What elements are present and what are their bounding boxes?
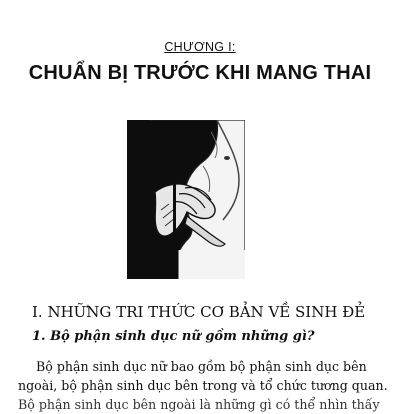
body-line-3: Bộ phận sinh dục bên ngoài là những gì có thể nhìn thấy — [18, 397, 380, 412]
subsection-heading: 1. Bộ phận sinh dục nữ gồm những gì? — [32, 329, 315, 344]
illustration-drawing — [127, 120, 245, 279]
chapter-label: CHƯƠNG I: — [164, 40, 236, 54]
body-line-1: Bộ phận sinh dục nữ bao gồm bộ phận sinh dục bên — [36, 359, 367, 374]
pregnant-belly-hands-illustration — [127, 120, 245, 279]
section-heading: I. NHỮNG TRI THỨC CƠ BẢN VỀ SINH ĐẺ — [32, 303, 366, 321]
body-line-2: ngoài, bộ phận sinh dục bên trong và tổ chức tương quan. — [18, 378, 388, 393]
chapter-title: CHUẨN BỊ TRƯỚC KHI MANG THAI — [28, 62, 372, 84]
body-paragraph — [18, 357, 394, 414]
